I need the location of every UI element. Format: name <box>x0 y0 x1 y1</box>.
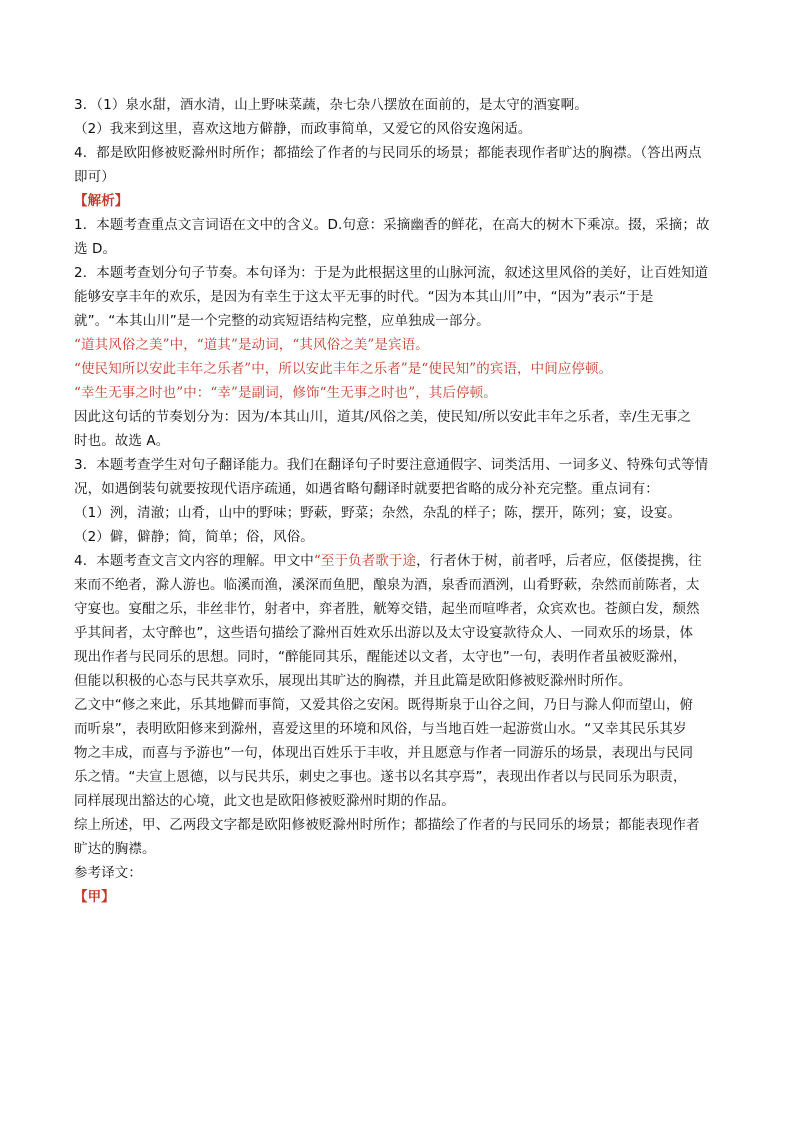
explanation-2-line-5: 时也。故选 A。 <box>74 433 170 449</box>
explanation-2-line-4: 因此这句话的节奏划分为：因为/本其山川，道其/风俗之美，使民知/所以安此丰年之乐者，幸/生无事之 <box>74 409 691 425</box>
explanation-2-note-3: “幸生无事之时也”中：“幸”是副词，修饰“生无事之时也”，其后停顿。 <box>74 385 497 401</box>
answer-4-line-2: 即可） <box>74 169 115 185</box>
explanation-2-note-1: “道其风俗之美”中，“道其”是动词，“其风俗之美”是宾语。 <box>74 337 429 353</box>
explanation-4-line-4: 乎其间者，太守醉也”，这些语句描绘了滁州百姓欢乐出游以及太守设宴款待众人、一同欢乐的场景，体 <box>74 625 694 641</box>
explanation-3-line-4: （2）僻，僻静；简，简单；俗，风俗。 <box>74 529 314 545</box>
explanation-4-line-2: 来而不绝者，滁人游也。临溪而渔，溪深而鱼肥，酿泉为酒，泉香而酒洌，山肴野蔌，杂然而前陈者，太 <box>74 577 700 593</box>
explanation-4-line-8: 而听泉”，表明欧阳修来到滁州，喜爱这里的环境和风俗，与当地百姓一起游赏山水。“又幸其民乐其岁 <box>74 721 687 737</box>
explanation-4-line-7: 乙文中“修之来此，乐其地僻而事简，又爱其俗之安闲。既得斯泉于山谷之间，乃日与滁人仰而望山，俯 <box>74 697 694 713</box>
analysis-heading: 【解析】 <box>74 193 129 209</box>
section-jia-heading: 【甲】 <box>74 889 115 905</box>
explanation-4-line-1 <box>74 549 724 573</box>
explanation-4-quote-highlight: “至于负者歌于途 <box>313 553 417 569</box>
summary-line-2: 旷达的胸襟。 <box>74 841 156 857</box>
explanation-4-line-3: 守宴也。宴酣之乐，非丝非竹，射者中，弈者胜，觥筹交错，起坐而喧哗者，众宾欢也。苍颜白发，颓然 <box>74 601 700 617</box>
answer-4-line-1: 4．都是欧阳修被贬滁州时所作；都描绘了作者的与民同乐的场景；都能表现作者旷达的胸襟。（答出两点 <box>74 145 702 161</box>
summary-line-1: 综上所述，甲、乙两段文字都是欧阳修被贬滁州时所作；都描绘了作者的与民同乐的场景；都能表现作者 <box>74 817 700 833</box>
explanation-4-intro: 4．本题考查文言文内容的理解。甲文中 <box>74 553 314 569</box>
explanation-4-line-5: 现出作者与民同乐的思想。同时，“醉能同其乐，醒能述以文者，太守也”一句，表明作者虽被贬滁州， <box>74 649 687 665</box>
document-page <box>74 93 724 909</box>
explanation-4-line-9: 物之丰成，而喜与予游也”一句，体现出百姓乐于丰收，并且愿意与作者一同游乐的场景，表现出与民同 <box>74 745 694 761</box>
explanation-2-line-3: 就”。“本其山川”是一个完整的动宾短语结构完整，应单独成一部分。 <box>74 313 490 329</box>
explanation-1-line-2: 选 D。 <box>74 241 117 257</box>
explanation-3-line-3: （1）洌，清澈；山肴，山中的野味；野蔌，野菜；杂然，杂乱的样子；陈，摆开，陈列；宴，设宴。 <box>74 505 682 521</box>
explanation-3-line-2: 况，如遇倒装句就要按现代语序疏通，如遇省略句翻译时就要把省略的成分补充完整。重点词有： <box>74 481 659 497</box>
explanation-4-line-11: 同样展现出豁达的心境，此文也是欧阳修被贬滁州时期的作品。 <box>74 793 455 809</box>
explanation-4-line-6: 但能以积极的心态与民共享欢乐，展现出其旷达的胸襟，并且此篇是欧阳修被贬滁州时所作。 <box>74 673 632 689</box>
explanation-2-note-2: “使民知所以安此丰年之乐者”中，所以安此丰年之乐者”是“使民知”的宾语，中间应停顿。 <box>74 361 613 377</box>
reference-translation-label: 参考译文： <box>74 865 142 881</box>
explanation-2-line-2: 能够安享丰年的欢乐，是因为有幸生于这太平无事的时代。“因为本其山川”中，“因为”表示“于是 <box>74 289 654 305</box>
explanation-3-line-1: 3．本题考查学生对句子翻译能力。我们在翻译句子时要注意通假字、词类活用、一词多义、特殊句式等情 <box>74 457 709 473</box>
answer-3-part-1: 3．（1）泉水甜，酒水清，山上野味菜蔬，杂七杂八摆放在面前的，是太守的酒宴啊。 <box>74 97 588 113</box>
explanation-4-intro-rest: ，行者休于树，前者呼，后者应，伛偻提携，往 <box>416 553 702 569</box>
explanation-4-line-10: 乐之情。“夫宣上恩德，以与民共乐，刺史之事也。遂书以名其亭焉”，表现出作者以与民同乐为职责， <box>74 769 687 785</box>
explanation-2-line-1: 2．本题考查划分句子节奏。本句译为：于是为此根据这里的山脉河流，叙述这里风俗的美好，让百姓知道 <box>74 265 709 281</box>
answer-3-part-2: （2）我来到这里，喜欢这地方僻静，而政事简单，又爱它的风俗安逸闲适。 <box>74 121 532 137</box>
explanation-1-line-1: 1．本题考查重点文言词语在文中的含义。D.句意：采摘幽香的鲜花，在高大的树木下乘凉。掇，采摘；故 <box>74 217 710 233</box>
